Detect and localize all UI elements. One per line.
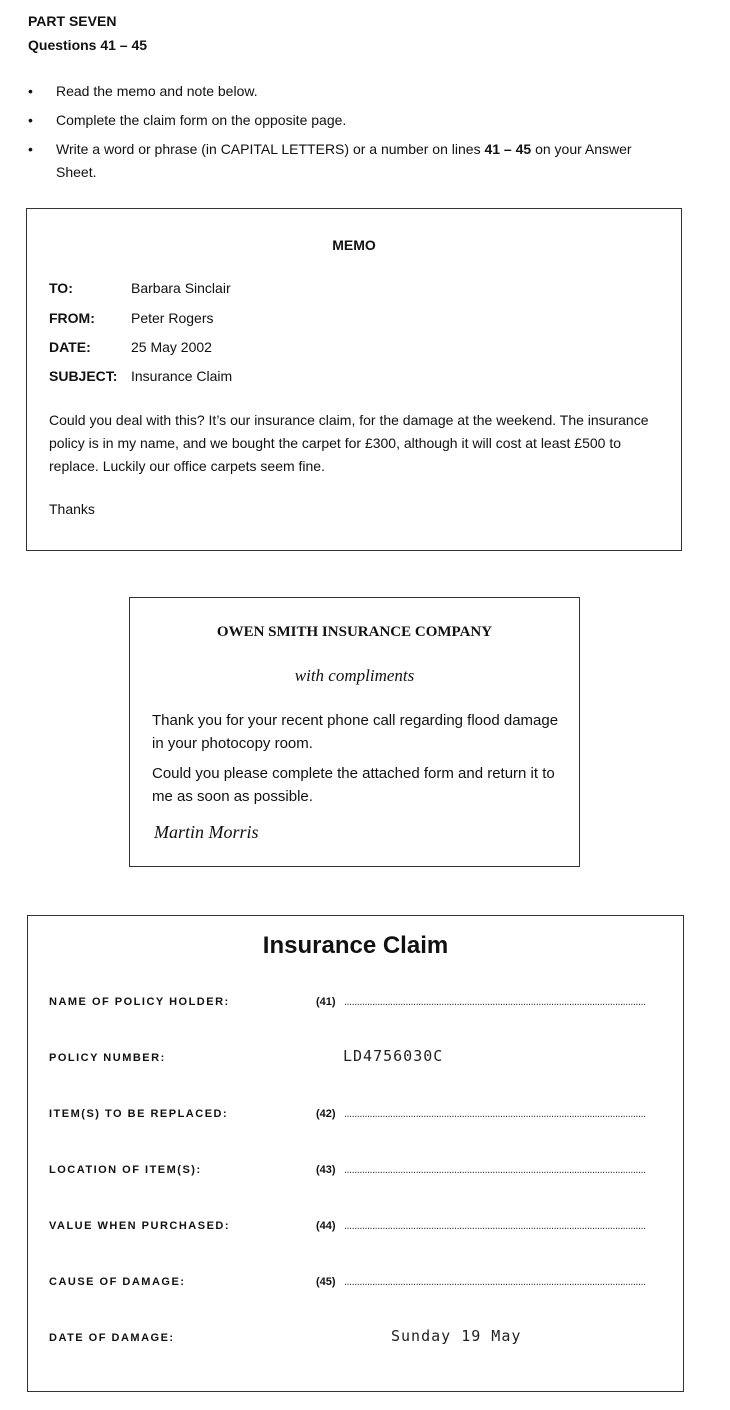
signature: Martin Morris bbox=[154, 822, 259, 842]
bullet-icon: • bbox=[28, 141, 33, 157]
compliments-paragraph-2: Could you please complete the attached form and return it to me as soon as possible. bbox=[152, 765, 555, 805]
claim-row-date bbox=[49, 1329, 649, 1349]
answer-line[interactable]: ...................................................................................................................... bbox=[344, 1220, 646, 1232]
claim-row-cause bbox=[49, 1273, 649, 1293]
question-number: (43) bbox=[316, 1164, 336, 1176]
claim-label: VALUE WHEN PURCHASED: bbox=[49, 1220, 231, 1232]
claim-title: Insurance Claim bbox=[262, 932, 449, 959]
memo-subject-label: SUBJECT: bbox=[49, 368, 118, 384]
claim-label: ITEM(S) TO BE REPLACED: bbox=[49, 1108, 229, 1120]
memo-body: Could you deal with this? It’s our insurance claim, for the damage at the weekend. The insurance policy is in my name, and we bought the carpet for £300, although it will cost at least £500 to replace. Luckily our office carpets seem fine. bbox=[49, 412, 649, 474]
question-number: (42) bbox=[316, 1108, 336, 1120]
claim-row-location bbox=[49, 1161, 649, 1181]
memo-date-row bbox=[49, 339, 212, 355]
questions-heading: Questions 41 – 45 bbox=[28, 37, 148, 53]
memo-from-label: FROM: bbox=[49, 310, 95, 326]
memo-date-value: 25 May 2002 bbox=[131, 339, 212, 355]
memo-from-value: Peter Rogers bbox=[131, 310, 214, 326]
instruction-question-range: 41 – 45 bbox=[484, 141, 532, 157]
instructions-list bbox=[28, 80, 668, 190]
question-number: (45) bbox=[316, 1276, 336, 1288]
compliments-slip bbox=[129, 597, 580, 867]
claim-row-policy-holder bbox=[49, 993, 649, 1013]
question-number: (41) bbox=[316, 996, 336, 1008]
claim-row-items bbox=[49, 1105, 649, 1125]
memo-to-value: Barbara Sinclair bbox=[131, 280, 231, 296]
claim-row-value bbox=[49, 1217, 649, 1237]
memo-date-label: DATE: bbox=[49, 339, 91, 355]
memo-to-row bbox=[49, 280, 231, 296]
claim-label: POLICY NUMBER: bbox=[49, 1052, 166, 1064]
instruction-text: Write a word or phrase (in CAPITAL LETTERS) or a number on lines bbox=[56, 141, 485, 157]
claim-label: NAME OF POLICY HOLDER: bbox=[49, 996, 230, 1008]
question-number: (44) bbox=[316, 1220, 336, 1232]
instruction-text: Complete the claim form on the opposite page. bbox=[56, 112, 347, 128]
claim-label: DATE OF DAMAGE: bbox=[49, 1332, 175, 1344]
answer-line[interactable]: ...................................................................................................................... bbox=[344, 1108, 646, 1120]
compliments-subtitle: with compliments bbox=[294, 666, 415, 685]
claim-label: CAUSE OF DAMAGE: bbox=[49, 1276, 186, 1288]
answer-line[interactable]: ...................................................................................................................... bbox=[344, 996, 646, 1008]
memo-subject-row bbox=[49, 368, 232, 384]
company-name: OWEN SMITH INSURANCE COMPANY bbox=[216, 624, 493, 640]
answer-line[interactable]: ...................................................................................................................... bbox=[344, 1276, 646, 1288]
memo bbox=[26, 208, 682, 551]
part-title: PART SEVEN bbox=[28, 13, 117, 29]
memo-from-row bbox=[49, 310, 213, 326]
instruction-text: Read the memo and note below. bbox=[56, 83, 258, 99]
bullet-icon: • bbox=[28, 112, 33, 128]
claim-row-policy-number bbox=[49, 1049, 649, 1069]
instruction-item bbox=[28, 80, 668, 103]
bullet-icon: • bbox=[28, 83, 33, 99]
memo-closing: Thanks bbox=[49, 501, 95, 517]
memo-subject-value: Insurance Claim bbox=[131, 368, 233, 384]
date-of-damage-value: Sunday 19 May bbox=[391, 1327, 522, 1345]
memo-title: MEMO bbox=[332, 237, 376, 253]
instruction-text-end: on your Answer Sheet. bbox=[56, 141, 632, 180]
instruction-item bbox=[28, 109, 668, 132]
answer-line[interactable]: ...................................................................................................................... bbox=[344, 1164, 646, 1176]
claim-label: LOCATION OF ITEM(S): bbox=[49, 1164, 202, 1176]
memo-to-label: TO: bbox=[49, 280, 73, 296]
insurance-claim-form bbox=[27, 915, 684, 1392]
policy-number-value: LD4756030C bbox=[343, 1047, 444, 1065]
instruction-item bbox=[28, 138, 668, 184]
compliments-paragraph-1: Thank you for your recent phone call regarding flood damage in your photocopy room. bbox=[152, 712, 559, 752]
